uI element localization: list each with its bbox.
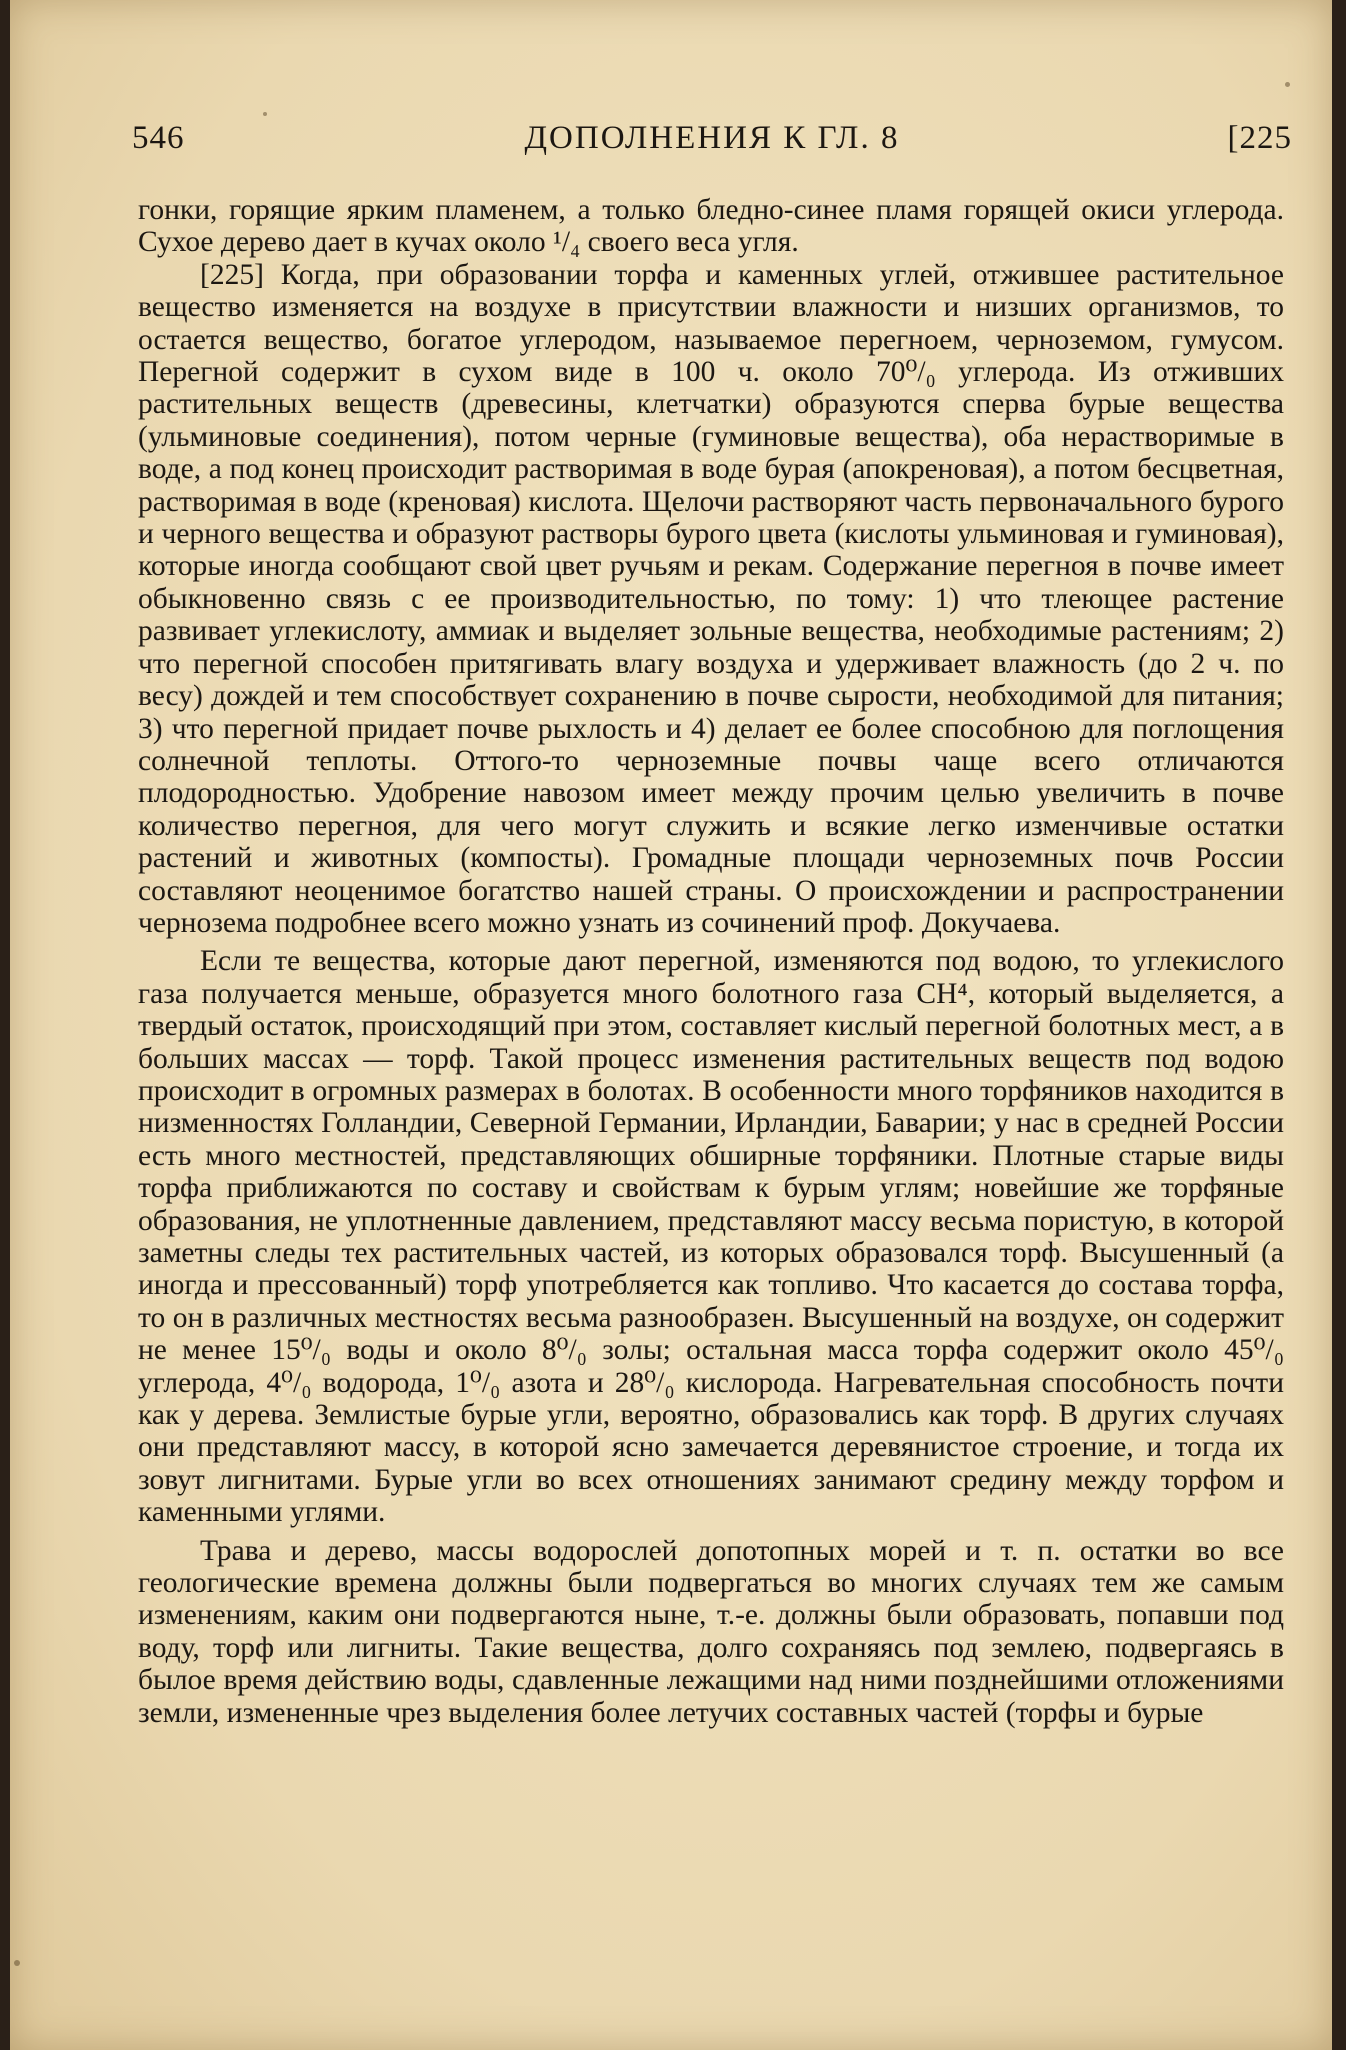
- paragraph-peat: Если те вещества, которые дают перегной, изменяются под водою, то углекислого газа получается меньше, образуется много болотного газа CH⁴, который выделяется, а твердый остаток, происходящий при этом, составляет кислый перегной болотных мест, а в больших массах — торф. Такой процесс изменения растительных веществ под водою происходит в огромных размерах в болотах. В особенности много торфяников находится в низменностях Голландии, Северной Германии, Ирландии, Баварии; у нас в средней России есть много местностей, представляющих обширные торфяники. Плотные старые виды торфа приближаются по составу и свойствам к бурым углям; новейшие же торфяные образования, не уплотненные давлением, представляют массу весьма пористую, в которой заметны следы тех растительных частей, из которых образовался торф. Высушенный (а иногда и прессованный) торф употребляется как топливо. Что касается до состава торфа, то он в различных местностях весьма разнообразен. Высушенный на воздухе, он содержит не менее 15⁰/₀ воды и около 8⁰/₀ золы; остальная масса торфа содержит около 45⁰/₀ углерода, 4⁰/₀ водорода, 1⁰/₀ азота и 28⁰/₀ кислорода. Нагревательная способность почти как у дерева. Землистые бурые угли, вероятно, образовались как торф. В других случаях они представляют массу, в которой ясно замечается деревянистое строение, и тогда их зовут лигнитами. Бурые угли во всех отношениях занимают средину между торфом и каменными углями.: [138, 945, 1284, 1529]
- paper-speck: [14, 1960, 20, 1966]
- paragraph-note-225: [225] Когда, при образовании торфа и каменных углей, отжившее растительное вещество изменяется на воздухе в присутствии влажности и низших организмов, то остается вещество, богатое углеродом, называемое перегноем, черноземом, гумусом. Перегной содержит в сухом виде в 100 ч. около 70⁰/₀ углерода. Из отживших растительных веществ (древесины, клетчатки) образуются сперва бурые вещества (ульминовые соединения), потом черные (гуминовые вещества), оба нерастворимые в воде, а под конец происходит растворимая в воде бурая (апокреновая), а потом бесцветная, растворимая в воде (креновая) кислота. Щелочи растворяют часть первоначального бурого и черного вещества и образуют растворы бурого цвета (кислоты ульминовая и гуминовая), которые иногда сообщают свой цвет ручьям и рекам. Содержание перегноя в почве имеет обыкновенно связь с ее производительностью, по тому: 1) что тлеющее растение развивает углекислоту, аммиак и выделяет зольные вещества, необходимые растениям; 2) что перегной способен притягивать влагу воздуха и удерживает влажность (до 2 ч. по весу) дождей и тем способствует сохранению в почве сырости, необходимой для питания; 3) что перегной придает почве рыхлость и 4) делает ее более способною для поглощения солнечной теплоты. Оттого-то черноземные почвы чаще всего отличаются плодородностью. Удобрение навозом имеет между прочим целью увеличить в почве количество перегноя, для чего могут служить и всякие легко изменчивые остатки растений и животных (компосты). Громадные площади черноземных почв России составляют неоценимое богатство нашей страны. О происхождении и распространении чернозема подробнее всего можно узнать из сочинений проф. Докучаева.: [138, 258, 1284, 939]
- book-page: [10, 0, 1332, 2050]
- section-reference: [225: [1227, 120, 1292, 156]
- paper-speck: [1285, 82, 1290, 87]
- running-title: ДОПОЛНЕНИЯ К ГЛ. 8: [524, 120, 900, 156]
- paper-speck: [263, 112, 267, 116]
- paragraph-continuation: гонки, горящие ярким пламенем, а только бледно-синее пламя горящей окиси углерода. Сухое дерево дает в кучах около ¹/₄ своего веса угля.: [138, 194, 1284, 259]
- page-body: [138, 194, 1284, 1729]
- page-header: [132, 120, 1292, 170]
- paragraph-fossil-origin: Трава и дерево, массы водорослей допотопных морей и т. п. остатки во все геологические времена должны были подвергаться во многих случаях тем же самым изменениям, каким они подвергаются ныне, т.-е. должны были образовать, попавши под воду, торф или лигниты. Такие вещества, долго сохраняясь под землею, подвергаясь в былое время действию воды, сдавленные лежащими над ними позднейшими отложениями земли, измененные чрез выделения более летучих составных частей (торфы и бурые: [138, 1534, 1284, 1729]
- page-number: 546: [132, 120, 185, 156]
